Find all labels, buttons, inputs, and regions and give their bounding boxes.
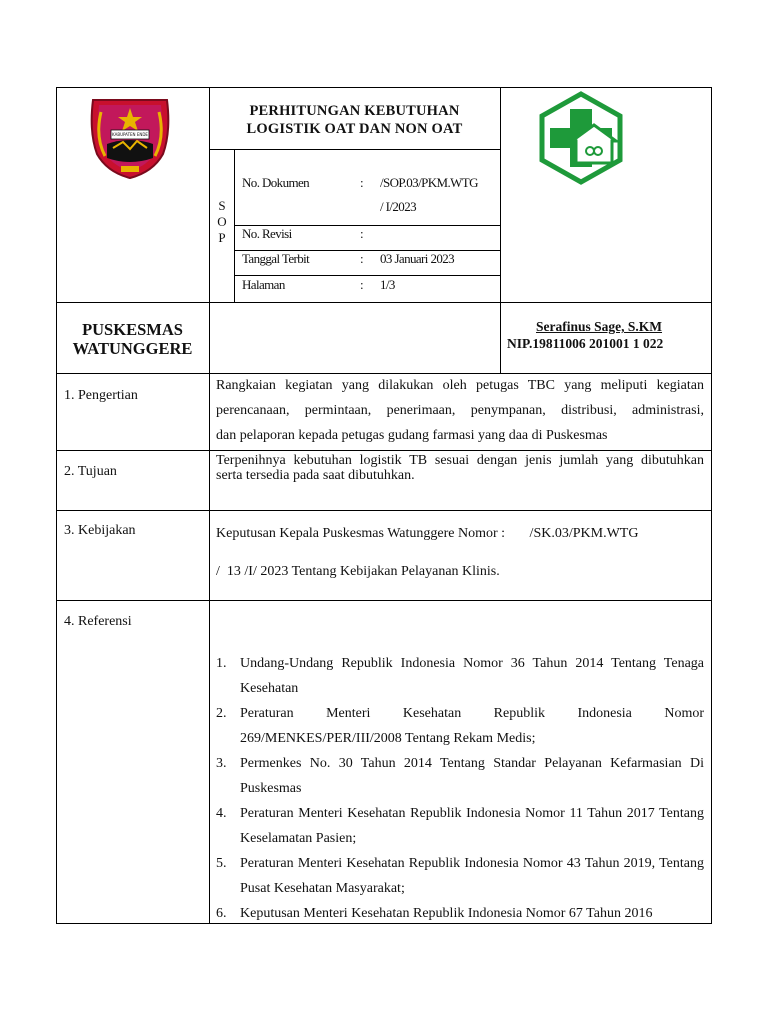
sop-letter-s: S	[218, 198, 226, 213]
section-label-tujuan: 2. Tujuan	[64, 464, 117, 479]
meta-label-dokumen: No. Dokumen	[242, 175, 310, 190]
meta-sep-halaman: :	[360, 277, 364, 292]
regency-crest-icon	[83, 92, 177, 182]
section-body-pengertian	[216, 373, 704, 448]
column-divider-right	[500, 87, 501, 373]
section-rule-1	[56, 450, 712, 451]
header-bottom-rule	[56, 302, 712, 303]
section-rule-2	[56, 510, 712, 511]
pengertian-line: dan pelaporan kepada petugas gudang farmasi yang daa di Puskesmas	[216, 428, 608, 443]
section-rule-3	[56, 600, 712, 601]
section-label-kebijakan: 3. Kebijakan	[64, 523, 136, 538]
referensi-item-number: 2.	[216, 706, 227, 721]
institution-name	[56, 320, 209, 358]
signatory-name: Serafinus Sage, S.KM	[536, 319, 663, 334]
meta-value-dokumen: /SOP.03/PKM.WTG	[380, 175, 478, 190]
title-line-1: PERHITUNGAN KEBUTUHAN	[249, 103, 460, 119]
referensi-item	[216, 851, 704, 901]
referensi-item-text: Peraturan Menteri Kesehatan Republik Indonesia Nomor 11 Tahun 2017 Tentang Keselamatan Pasien;	[240, 806, 704, 846]
referensi-item	[216, 801, 704, 851]
kebijakan-line-1: Keputusan Kepala Puskesmas Watunggere Nomor : /SK.03/PKM.WTG	[216, 526, 639, 541]
document-title	[209, 102, 500, 138]
referensi-item-text: Undang-Undang Republik Indonesia Nomor 36 Tahun 2014 Tentang Tenaga Kesehatan	[240, 656, 704, 696]
referensi-item	[216, 701, 704, 751]
crest-banner-text: KABUPATEN ENDE	[112, 132, 148, 137]
column-divider-left	[209, 87, 210, 924]
referensi-item-text: Permenkes No. 30 Tahun 2014 Tentang Standar Pelayanan Kefarmasian Di Puskesmas	[240, 756, 704, 796]
referensi-item-number: 5.	[216, 856, 227, 871]
meta-value-halaman: 1/3	[380, 277, 395, 292]
sop-letter-o: O	[217, 214, 227, 229]
referensi-item-number: 4.	[216, 806, 227, 821]
referensi-item-text: Keputusan Menteri Kesehatan Republik Indonesia Nomor 67 Tahun 2016	[240, 906, 653, 921]
referensi-item-number: 3.	[216, 756, 227, 771]
meta-value-dokumen-line2: / I/2023	[380, 199, 417, 214]
referensi-item	[216, 651, 704, 701]
tujuan-line: serta tersedia pada saat dibutuhkan.	[216, 468, 415, 483]
sop-vertical-label	[215, 198, 229, 246]
meta-label-halaman: Halaman	[242, 277, 285, 292]
pengertian-line: perencanaan, permintaan, penerimaan, penympanan, distribusi, administrasi,	[216, 403, 704, 418]
referensi-item	[216, 901, 704, 926]
kebijakan-line-2: / 13 /I/ 2023 Tentang Kebijakan Pelayanan Klinis.	[216, 564, 500, 579]
section-body-tujuan	[216, 453, 704, 483]
puskesmas-logo-icon	[534, 91, 628, 185]
referensi-item-number: 1.	[216, 656, 227, 671]
institution-line-2: WATUNGGERE	[72, 339, 193, 358]
meta-label-tanggal: Tanggal Terbit	[242, 251, 310, 266]
meta-row-rule-3	[234, 275, 500, 276]
meta-sep-tanggal: :	[360, 251, 364, 266]
sop-letter-p: P	[218, 230, 226, 245]
meta-sep-revisi: :	[360, 226, 364, 241]
meta-label-revisi: No. Revisi	[242, 226, 292, 241]
referensi-item	[216, 751, 704, 801]
section-label-pengertian: 1. Pengertian	[64, 388, 138, 403]
title-line-2: LOGISTIK OAT DAN NON OAT	[246, 121, 463, 137]
pengertian-line: Rangkaian kegiatan yang dilakukan oleh petugas TBC yang meliputi kegiatan	[216, 378, 704, 393]
referensi-item-number: 6.	[216, 906, 227, 921]
referensi-item-text: Peraturan Menteri Kesehatan Republik Indonesia Nomor 43 Tahun 2019, Tentang Pusat Kesehatan Masyarakat;	[240, 856, 704, 896]
tujuan-line: Terpenihnya kebutuhan logistik TB sesuai dengan jenis jumlah yang dibutuhkan	[216, 453, 704, 468]
section-label-referensi: 4. Referensi	[64, 614, 132, 629]
meta-sep-dokumen: :	[360, 175, 364, 190]
signatory-nip: NIP.19811006 201001 1 022	[507, 336, 664, 351]
institution-line-1: PUSKESMAS	[82, 320, 183, 339]
title-bottom-rule	[209, 149, 500, 150]
meta-value-tanggal: 03 Januari 2023	[380, 251, 455, 266]
referensi-list	[216, 651, 704, 926]
referensi-item-text: Peraturan Menteri Kesehatan Republik Indonesia Nomor 269/MENKES/PER/III/2008 Tentang Rekam Medis;	[240, 706, 704, 746]
